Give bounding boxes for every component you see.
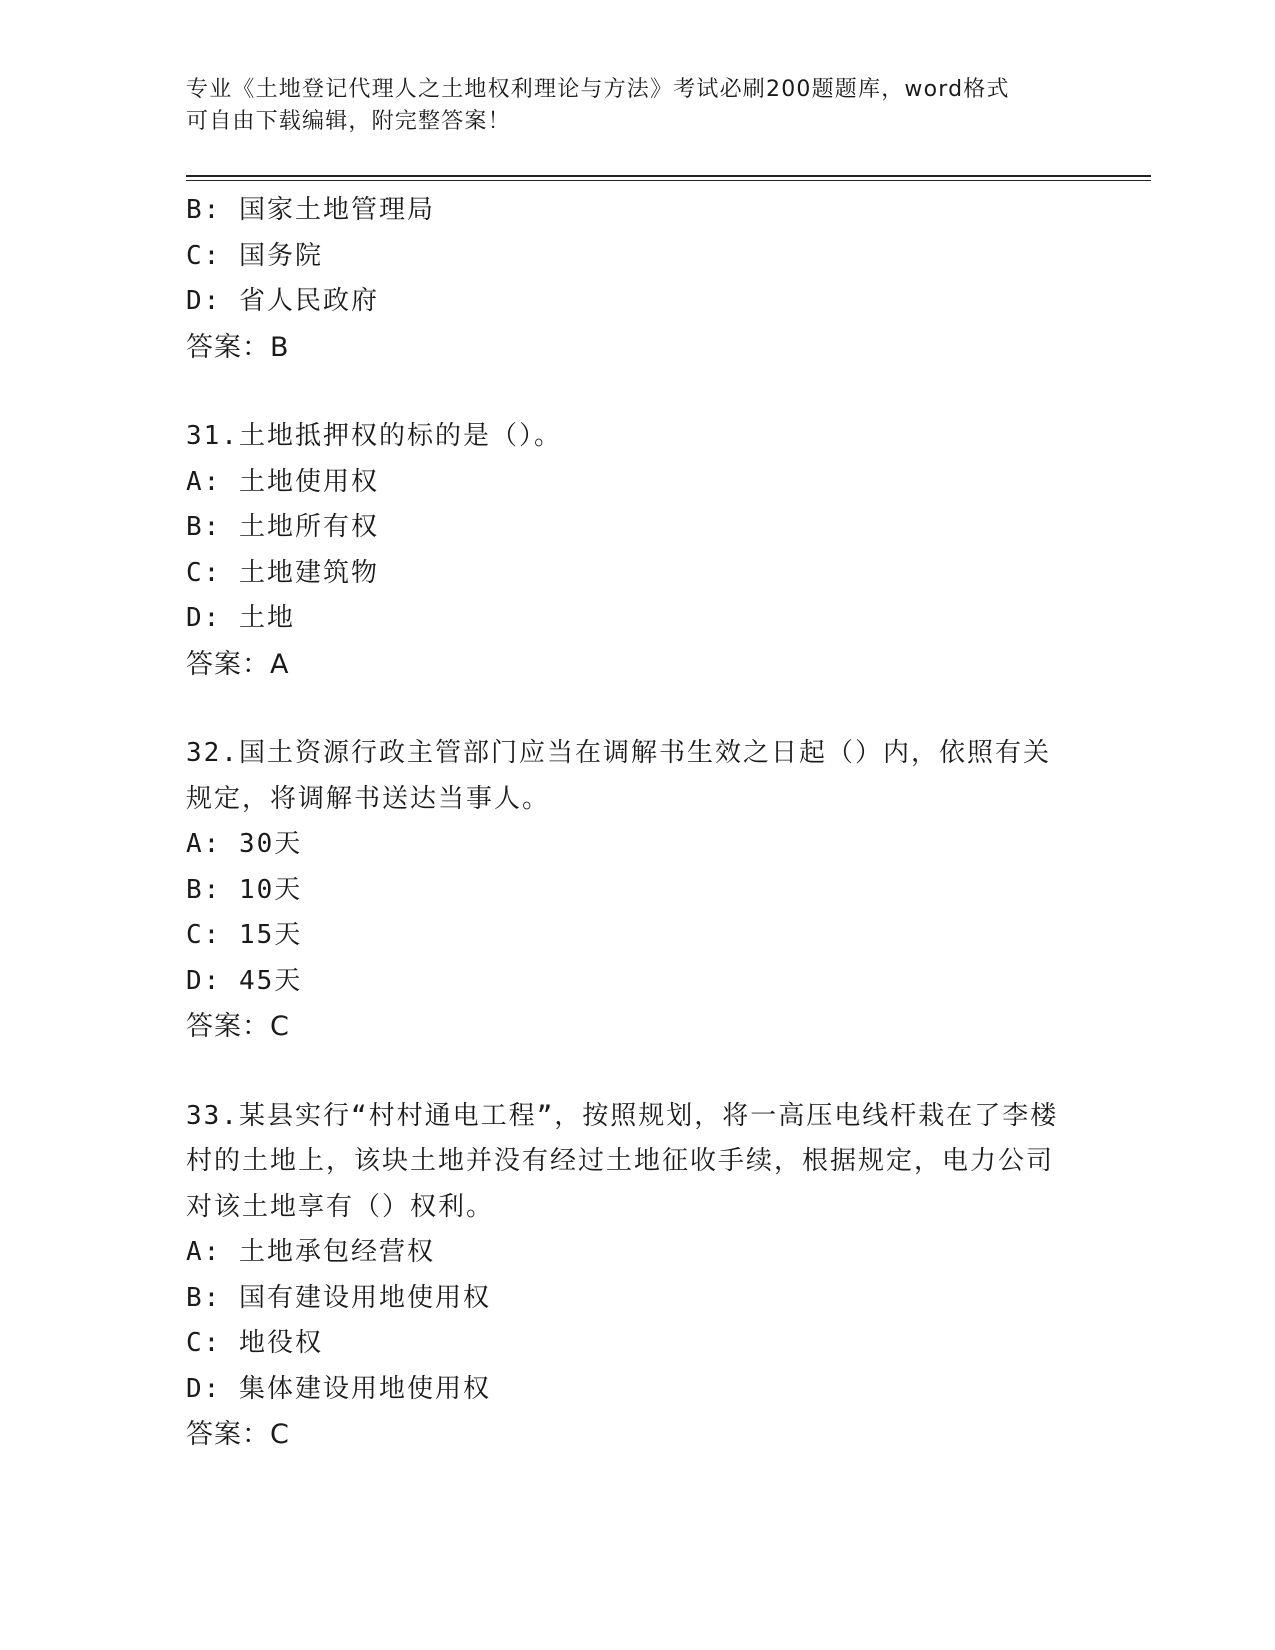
option-b: B: 国有建设用地使用权 [186, 1282, 491, 1313]
option-c: C: 国务院 [186, 240, 323, 271]
option-b: B: 10天 [186, 874, 303, 905]
question-list [186, 188, 1086, 1458]
option-c: C: 15天 [186, 920, 303, 950]
header-title-line-1: 专业《土地登记代理人之土地权利理论与方法》考试必刷200题题库，word格式 [186, 77, 1010, 102]
option-d: D: 45天 [186, 965, 303, 996]
question-stem: 33.某县实行“村村通电工程”，按照规划，将一高压电线杆栽在了李楼村的土地上，该块土地并没有经过土地征收手续，根据规定，电力公司对该土地享有（）权利。 [186, 1100, 1059, 1222]
option-d: D: 土地 [186, 603, 295, 633]
option-a: A: 土地使用权 [186, 466, 379, 497]
spacer [186, 1050, 1086, 1094]
answer-label: 答案：B [186, 331, 290, 363]
question-31 [186, 414, 1086, 687]
question-stem: 31.土地抵押权的标的是（）。 [186, 421, 562, 451]
option-c: C: 土地建筑物 [186, 557, 379, 588]
question-33 [186, 1094, 1086, 1458]
spacer [186, 370, 1086, 414]
answer-label: 答案：C [186, 1419, 290, 1450]
option-b: B: 国家土地管理局 [186, 195, 435, 225]
spacer [186, 687, 1086, 731]
answer-label: 答案：C [186, 1011, 290, 1042]
answer-label: 答案：A [186, 648, 290, 680]
option-b: B: 土地所有权 [186, 512, 379, 542]
option-d: D: 省人民政府 [186, 286, 379, 316]
question-30-continued [186, 188, 1086, 370]
option-a: A: 30天 [186, 829, 303, 859]
header-title-line-2: 可自由下载编辑，附完整答案！ [186, 109, 511, 134]
document-header [186, 74, 1066, 138]
header-divider-thick [186, 175, 1151, 177]
option-d: D: 集体建设用地使用权 [186, 1373, 491, 1404]
option-c: C: 地役权 [186, 1328, 323, 1358]
question-32 [186, 731, 1086, 1050]
option-a: A: 土地承包经营权 [186, 1237, 435, 1267]
header-divider-thin [186, 180, 1151, 181]
question-stem: 32.国土资源行政主管部门应当在调解书生效之日起（）内，依照有关规定，将调解书送达当事人。 [186, 738, 1051, 814]
